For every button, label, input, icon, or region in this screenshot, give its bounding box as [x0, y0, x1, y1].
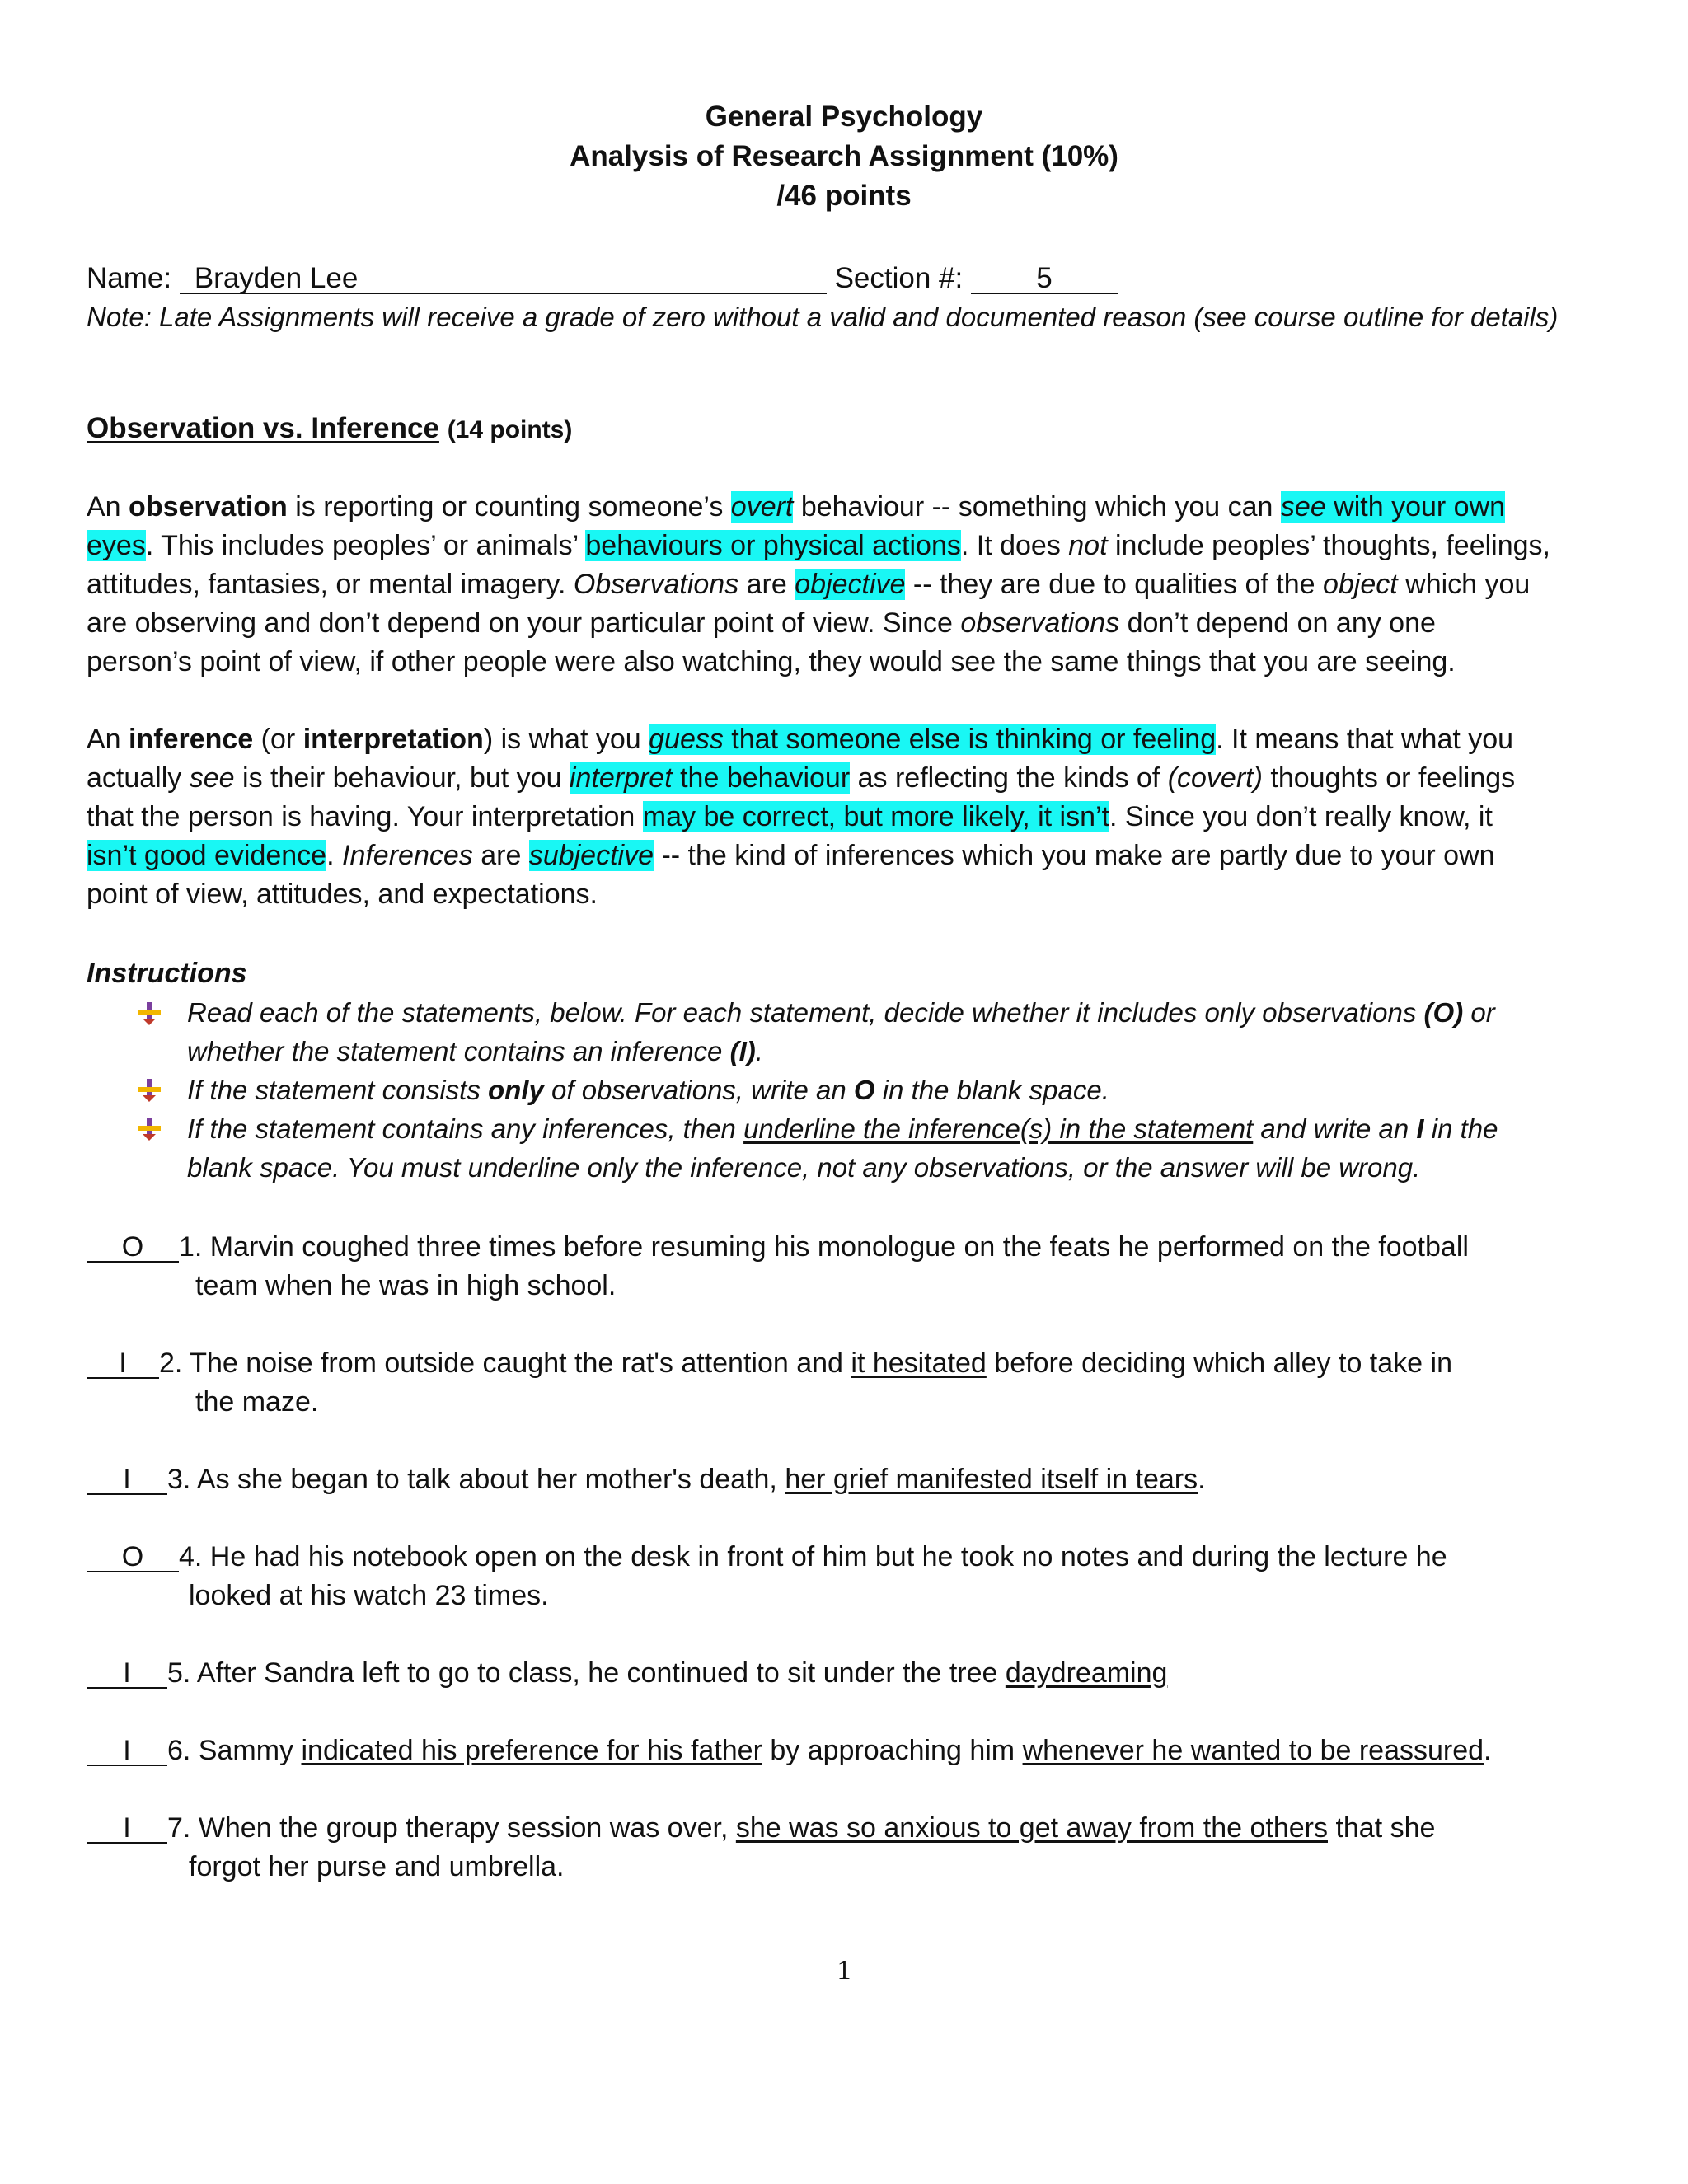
obs-line-3 [87, 569, 1530, 601]
underlined-inference: daydreaming [1005, 1657, 1168, 1689]
answer-blank-7[interactable]: I [87, 1814, 167, 1844]
name-label: Name: [87, 262, 172, 294]
underlined-inference: her grief manifested itself in tears [785, 1464, 1198, 1495]
question-6 [87, 1735, 1492, 1767]
answer-blank-2[interactable]: I [87, 1349, 159, 1379]
section-heading: Observation vs. Inference [87, 412, 439, 444]
plus-arrow-bullet-icon [136, 1077, 162, 1104]
instruction-2 [187, 1075, 1109, 1106]
highlight-guess: guess [649, 724, 724, 755]
text: only [488, 1075, 544, 1105]
text: are [472, 840, 529, 871]
text: 2. [159, 1347, 183, 1379]
plus-arrow-bullet-icon [136, 1001, 162, 1027]
text: or [1463, 997, 1495, 1028]
instruction-3-line-2: blank space. You must underline only the inference, not any observations, or the answer will be wrong. [187, 1152, 1421, 1183]
question-4 [87, 1541, 1447, 1573]
text: and write an [1253, 1113, 1417, 1144]
text: behaviour -- something which you can [793, 491, 1281, 523]
inf-line-3 [87, 801, 1493, 833]
text: Read each of the statements, below. For each statement, decide whether it includes only observations [187, 997, 1424, 1028]
text: I [1416, 1113, 1424, 1144]
highlight-may-be-correct: may be correct, but more likely, it isn’t [642, 801, 1110, 832]
text: by approaching him [762, 1735, 1023, 1766]
text: . This includes peoples’ or animals’ [145, 530, 586, 561]
text: 4. [179, 1541, 203, 1572]
text-not: not [1068, 530, 1108, 561]
answer-blank-5[interactable]: I [87, 1659, 167, 1689]
text: is reporting or counting someone’s [287, 491, 731, 523]
underlined-inference: whenever he wanted to be reassured [1022, 1735, 1484, 1766]
text: in the [1423, 1113, 1498, 1144]
obs-line-5: person’s point of view, if other people were also watching, they would see the same things that you are seeing. [87, 646, 1456, 677]
highlight-not-good-evidence: isn’t good evidence [87, 840, 327, 871]
text: When the group therapy session was over, [190, 1812, 736, 1844]
text: before deciding which alley to take in [986, 1347, 1452, 1379]
text: An [87, 491, 129, 523]
points-total: /46 points [776, 180, 912, 212]
text: . It means that what you [1216, 724, 1514, 755]
question-2-line-2: the maze. [195, 1386, 319, 1418]
highlight-objective: objective [795, 569, 906, 600]
text: Observations [573, 569, 739, 600]
underlined-inference: it hesitated [851, 1347, 987, 1379]
text: whether the statement contains an inference [187, 1036, 730, 1066]
text: which you [1397, 569, 1531, 600]
answer-blank-1[interactable]: O [87, 1233, 179, 1263]
highlight-the-behaviour: the behaviour [672, 762, 851, 794]
text: Sammy [190, 1735, 302, 1766]
question-5 [87, 1657, 1167, 1690]
answer-blank-4[interactable]: O [87, 1543, 179, 1572]
text: If the statement consists [187, 1075, 488, 1105]
answer-blank-6[interactable]: I [87, 1736, 167, 1766]
text: Marvin coughed three times before resuming his monologue on the feats he performed on the football [202, 1231, 1469, 1263]
page-number: 1 [837, 1955, 851, 1985]
text: O [853, 1075, 875, 1105]
text: . Since you don’t really know, it [1109, 801, 1493, 832]
highlight-see: see [1280, 491, 1326, 523]
text: thoughts or feelings [1262, 762, 1516, 794]
highlight-subjective: subjective [528, 840, 654, 871]
text: underline the inference(s) in the statement [743, 1113, 1254, 1144]
text: 6. [167, 1735, 191, 1766]
text: . [755, 1036, 763, 1066]
text: . It does [960, 530, 1069, 561]
text: . [1484, 1735, 1492, 1766]
highlight-with-your-own: with your own [1325, 491, 1506, 523]
text: -- they are due to qualities of the [905, 569, 1323, 600]
late-note: Note: Late Assignments will receive a grade of zero without a valid and documented reason (see course outline for details) [87, 302, 1559, 332]
text: in the blank space. [874, 1075, 1109, 1105]
text: He had his notebook open on the desk in front of him but he took no notes and during the lecture he [202, 1541, 1447, 1572]
text: . [326, 840, 342, 871]
question-7-line-2: forgot her purse and umbrella. [189, 1851, 565, 1882]
name-field[interactable]: Brayden Lee [180, 265, 827, 294]
text: ) is what you [483, 724, 649, 755]
text: 5. [167, 1657, 191, 1689]
inf-line-4 [87, 840, 1495, 872]
inf-line-5: point of view, attitudes, and expectations. [87, 879, 598, 910]
text: actually [87, 762, 190, 794]
text: An [87, 724, 129, 755]
term-interpretation: interpretation [302, 724, 484, 755]
answer-blank-3[interactable]: I [87, 1465, 167, 1495]
text: observations [960, 607, 1120, 639]
text: The noise from outside caught the rat's attention and [182, 1347, 851, 1379]
course-title: General Psychology [705, 101, 983, 133]
text: that she [1328, 1812, 1436, 1844]
inf-line-1 [87, 724, 1513, 756]
text: (O) [1423, 997, 1464, 1028]
highlight-interpret: interpret [569, 762, 673, 794]
term-observation: observation [129, 491, 288, 523]
text: . [1198, 1464, 1206, 1495]
highlight-behaviours: behaviours or physical actions [585, 530, 961, 561]
question-3 [87, 1464, 1206, 1496]
text: don’t depend on any one [1119, 607, 1436, 639]
instruction-1-line-1 [187, 997, 1495, 1029]
obs-line-4 [87, 607, 1436, 640]
text: attitudes, fantasies, or mental imagery. [87, 569, 574, 600]
section-heading-row [87, 412, 572, 445]
section-label: Section #: [834, 262, 964, 294]
text: is their behaviour, but you [234, 762, 570, 794]
text: see [189, 762, 235, 794]
question-7 [87, 1812, 1435, 1844]
question-1-line-2: team when he was in high school. [195, 1270, 617, 1301]
text: If the statement contains any inferences, then [187, 1113, 744, 1144]
text: Inferences [342, 840, 473, 871]
obs-line-2 [87, 530, 1550, 562]
section-field[interactable]: 5 [971, 265, 1118, 294]
inf-line-2 [87, 762, 1515, 794]
instructions-heading: Instructions [87, 958, 247, 989]
text: (or [253, 724, 303, 755]
text: object [1322, 569, 1398, 600]
highlight-eyes: eyes [87, 530, 146, 561]
plus-arrow-bullet-icon [136, 1116, 162, 1142]
obs-line-1 [87, 491, 1505, 523]
instruction-1-line-2 [187, 1036, 763, 1067]
question-4-line-2: looked at his watch 23 times. [189, 1580, 549, 1611]
name-section-row [87, 262, 1118, 295]
text: are [738, 569, 795, 600]
text: After Sandra left to go to class, he continued to sit under the tree [190, 1657, 1006, 1689]
text: as reflecting the kinds of [850, 762, 1168, 794]
instruction-3-line-1 [187, 1113, 1498, 1145]
text: 1. [179, 1231, 203, 1263]
term-inference: inference [129, 724, 254, 755]
text: (covert) [1167, 762, 1263, 794]
question-2 [87, 1347, 1452, 1380]
text: As she began to talk about her mother's death, [190, 1464, 785, 1495]
highlight-thinking-feeling: that someone else is thinking or feeling [723, 724, 1217, 755]
underlined-inference: she was so anxious to get away from the others [735, 1812, 1328, 1844]
section-points: (14 points) [447, 416, 573, 443]
text: are observing and don’t depend on your particular point of view. Since [87, 607, 961, 639]
text: 7. [167, 1812, 191, 1844]
text: 3. [167, 1464, 191, 1495]
question-1 [87, 1231, 1469, 1263]
text: (I) [729, 1036, 756, 1066]
highlight-overt: overt [730, 491, 794, 523]
text: that the person is having. Your interpretation [87, 801, 643, 832]
text: -- the kind of inferences which you make are partly due to your own [654, 840, 1495, 871]
text: of observations, write an [543, 1075, 854, 1105]
underlined-inference: indicated his preference for his father [301, 1735, 762, 1766]
assignment-title: Analysis of Research Assignment (10%) [570, 140, 1118, 172]
text: include peoples’ thoughts, feelings, [1107, 530, 1550, 561]
